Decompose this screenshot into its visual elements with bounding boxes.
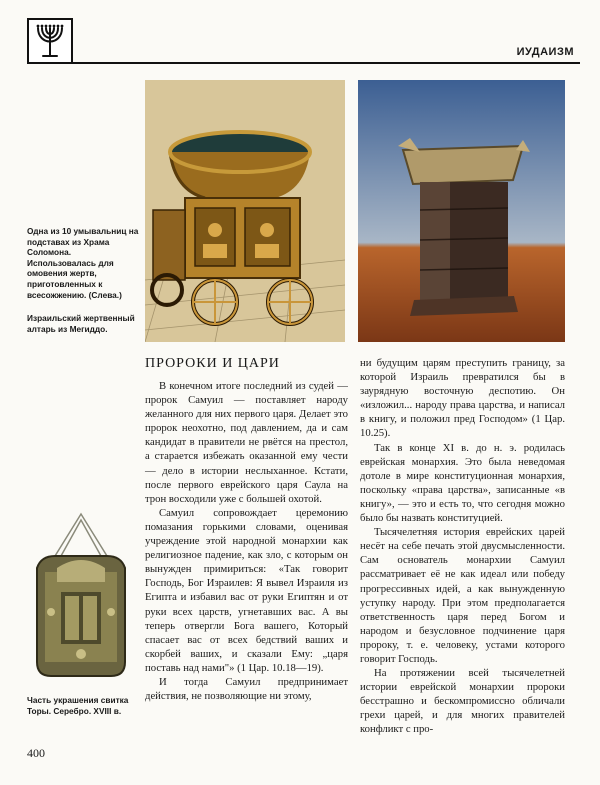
article-left-column xyxy=(145,379,348,703)
paragraph: В конечном итоге последний из судей — пророк Самуил — поставляет народу желанного для них первого царя. Делает это пророк неохотно, под давлением, да и сам кандидат в правители не рвётся на престол, а старается избежать оказанной ему чести — дело в истории неслыханное. Кстати, после первого еврейского царя Саула на трон восходили уже с большей охотой. xyxy=(145,380,348,505)
caption-laver: Одна из 10 умывальниц на подставах из Храма Соломона. Использовалась для омовения жертв, приготовленных к всесожжению. (Слева.) xyxy=(27,226,139,300)
page-number: 400 xyxy=(27,746,45,760)
paragraph: ни будущим царям преступить границу, за которой Израиль превратился бы в заурядную восточную деспотию. Он «изложил... народу права царства, и написал в книгу, и положил пред Господом» (1 Цар. 10.25). xyxy=(360,357,565,440)
paragraph: На протяжении всей тысячелетней истории еврейской монархии пророки бесстрашно и бескомпромиссно обличали грехи царей, и для многих правителей конфликт с про- xyxy=(360,667,565,736)
laver-stand-photo xyxy=(145,80,345,342)
altar-photo xyxy=(358,80,565,342)
caption-altar: Израильский жертвенный алтарь из Мегиддо. xyxy=(27,313,135,334)
caption-ornament: Часть украшения свитка Торы. Серебро. XVIII в. xyxy=(27,695,129,716)
menorah-logo xyxy=(27,18,73,64)
section-title: ИУДАИЗМ xyxy=(516,46,574,58)
paragraph: Самуил сопровождает церемонию помазания горькими словами, оценивая учреждение этой народной монархии как религиозное падение, как зло, с которым он вынужден примириться: «Так говорит Господь, Бог Израилев: Я вывел Израиля из Египта и избавил вас от руки Египтян и от руки всех царств, угнетавших вас. А вы теперь отвергли Бога вашего, Который спасает вас от всех бедствий ваших и скорбей ваших, и сказали Ему: „царя поставь над нами"» (1 Цар. 10.18—19). xyxy=(145,506,348,674)
header-rule xyxy=(73,62,580,64)
paragraph: Так в конце XI в. до н. э. родилась еврейская монархия. Это была неведомая дотоле в мире конституционная монархия, поскольку «права царства», записанные «в книгу», — это и есть то, что сегодня можно было бы назвать конституцией. xyxy=(360,441,565,525)
article-right-column xyxy=(360,356,565,737)
paragraph: И тогда Самуил предпринимает действия, не позволяющие ни этому, xyxy=(145,675,348,703)
menorah-icon xyxy=(29,20,71,62)
article-heading: ПРОРОКИ И ЦАРИ xyxy=(145,356,280,371)
paragraph: Тысячелетняя история еврейских царей несёт на себе печать этой двусмысленности. Сам основатель монархии Самуил рассматривает её не как идеал или победу прогрессивных идей, а как вынужденную уступку народу. При этом предполагается ответственность царя перед Богом и народом и безусловное подчинение царя пророку, т. е. человеку, устами которого говорит Господь. xyxy=(360,526,565,665)
torah-ornament-photo xyxy=(27,512,135,680)
